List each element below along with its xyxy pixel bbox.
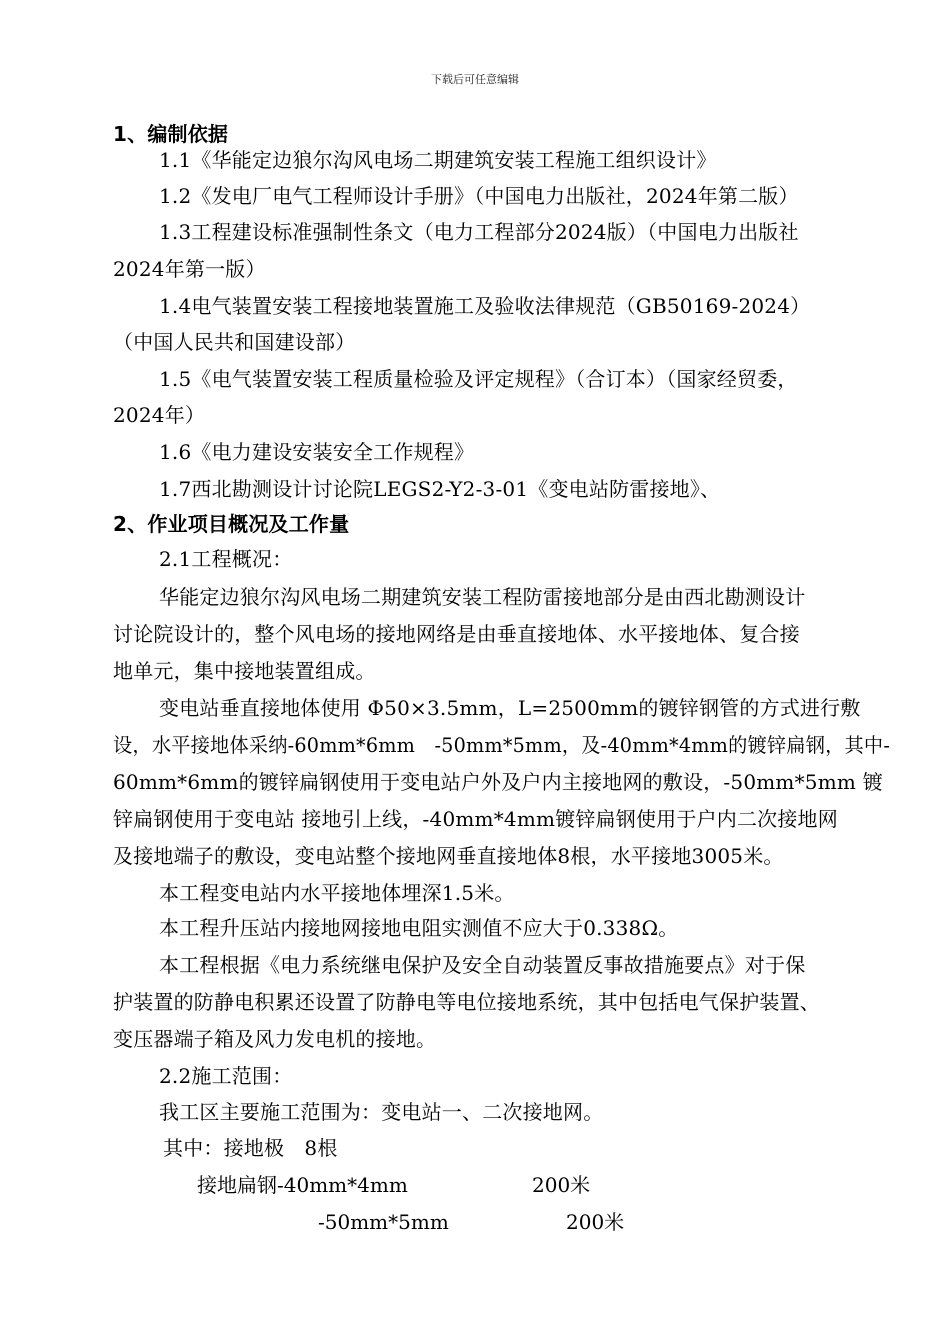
reference-item-continued: 2024年第一版）	[113, 257, 266, 281]
reference-item-continued: （中国人民共和国建设部）	[113, 330, 356, 354]
section-heading-2: 2、作业项目概况及工作量	[113, 512, 350, 536]
paragraph-line: 地单元，集中接地装置组成。	[113, 659, 376, 683]
reference-item: 1.4电气装置安装工程接地装置施工及验收法律规范（GB50169-2024）	[159, 294, 811, 318]
reference-item: 1.3工程建设标准强制性条文（电力工程部分2024版）（中国电力出版社	[159, 220, 799, 244]
reference-item: 1.2《发电厂电气工程师设计手册》（中国电力出版社，2024年第二版）	[159, 184, 799, 208]
paragraph-line: 讨论院设计的，整个风电场的接地网络是由垂直接地体、水平接地体、复合接	[113, 622, 800, 646]
paragraph-line: 本工程升压站内接地网接地电阻实测值不应大于0.338Ω。	[159, 916, 679, 940]
list-intro: 其中：接地极 8根	[163, 1136, 338, 1160]
subsection-heading: 2.2施工范围：	[159, 1064, 293, 1088]
paragraph-line: 本工程根据《电力系统继电保护及安全自动装置反事故措施要点》对于保	[159, 953, 806, 977]
reference-item: 1.1《华能定边狼尔沟风电场二期建筑安装工程施工组织设计》	[159, 148, 717, 172]
quantity-item: -50mm*5mm	[318, 1210, 449, 1234]
paragraph-line: 我工区主要施工范围为：变电站一、二次接地网。	[159, 1100, 604, 1124]
reference-item: 1.7西北勘测设计讨论院LEGS2-Y2-3-01《变电站防雷接地》、	[159, 477, 721, 501]
reference-item: 1.5《电气装置安装工程质量检验及评定规程》（合订本）（国家经贸委，	[159, 367, 798, 391]
reference-item: 1.6《电力建设安装安全工作规程》	[159, 440, 475, 464]
subsection-heading: 2.1工程概况：	[159, 547, 293, 571]
quantity-value: 200米	[532, 1173, 591, 1197]
paragraph-line: 护装置的防静电积累还设置了防静电等电位接地系统，其中包括电气保护装置、	[113, 990, 820, 1014]
paragraph-line: 及接地端子的敷设，变电站整个接地网垂直接地体8根，水平接地3005米。	[113, 844, 784, 868]
section-heading-1: 1、编制依据	[113, 122, 229, 146]
header-note: 下载后可任意编辑	[431, 73, 519, 86]
quantity-value: 200米	[566, 1210, 625, 1234]
paragraph-line: 60mm*6mm的镀锌扁钢使用于变电站户外及户内主接地网的敷设，-50mm*5mm 镀	[113, 770, 883, 794]
paragraph-line: 设，水平接地体采纳-60mm*6mm -50mm*5mm，及-40mm*4mm的镀锌扁钢，其中-	[113, 733, 891, 757]
paragraph-line: 锌扁钢使用于变电站 接地引上线，-40mm*4mm镀锌扁钢使用于户内二次接地网	[113, 807, 838, 831]
paragraph-line: 本工程变电站内水平接地体埋深1.5米。	[159, 881, 515, 905]
quantity-item: 接地扁钢-40mm*4mm	[197, 1173, 408, 1197]
paragraph-line: 变压器端子箱及风力发电机的接地。	[113, 1027, 437, 1051]
paragraph-line: 变电站垂直接地体使用 Φ50×3.5mm，L=2500mm的镀锌钢管的方式进行敷	[159, 696, 861, 720]
reference-item-continued: 2024年）	[113, 403, 206, 427]
paragraph-line: 华能定边狼尔沟风电场二期建筑安装工程防雷接地部分是由西北勘测设计	[159, 585, 806, 609]
